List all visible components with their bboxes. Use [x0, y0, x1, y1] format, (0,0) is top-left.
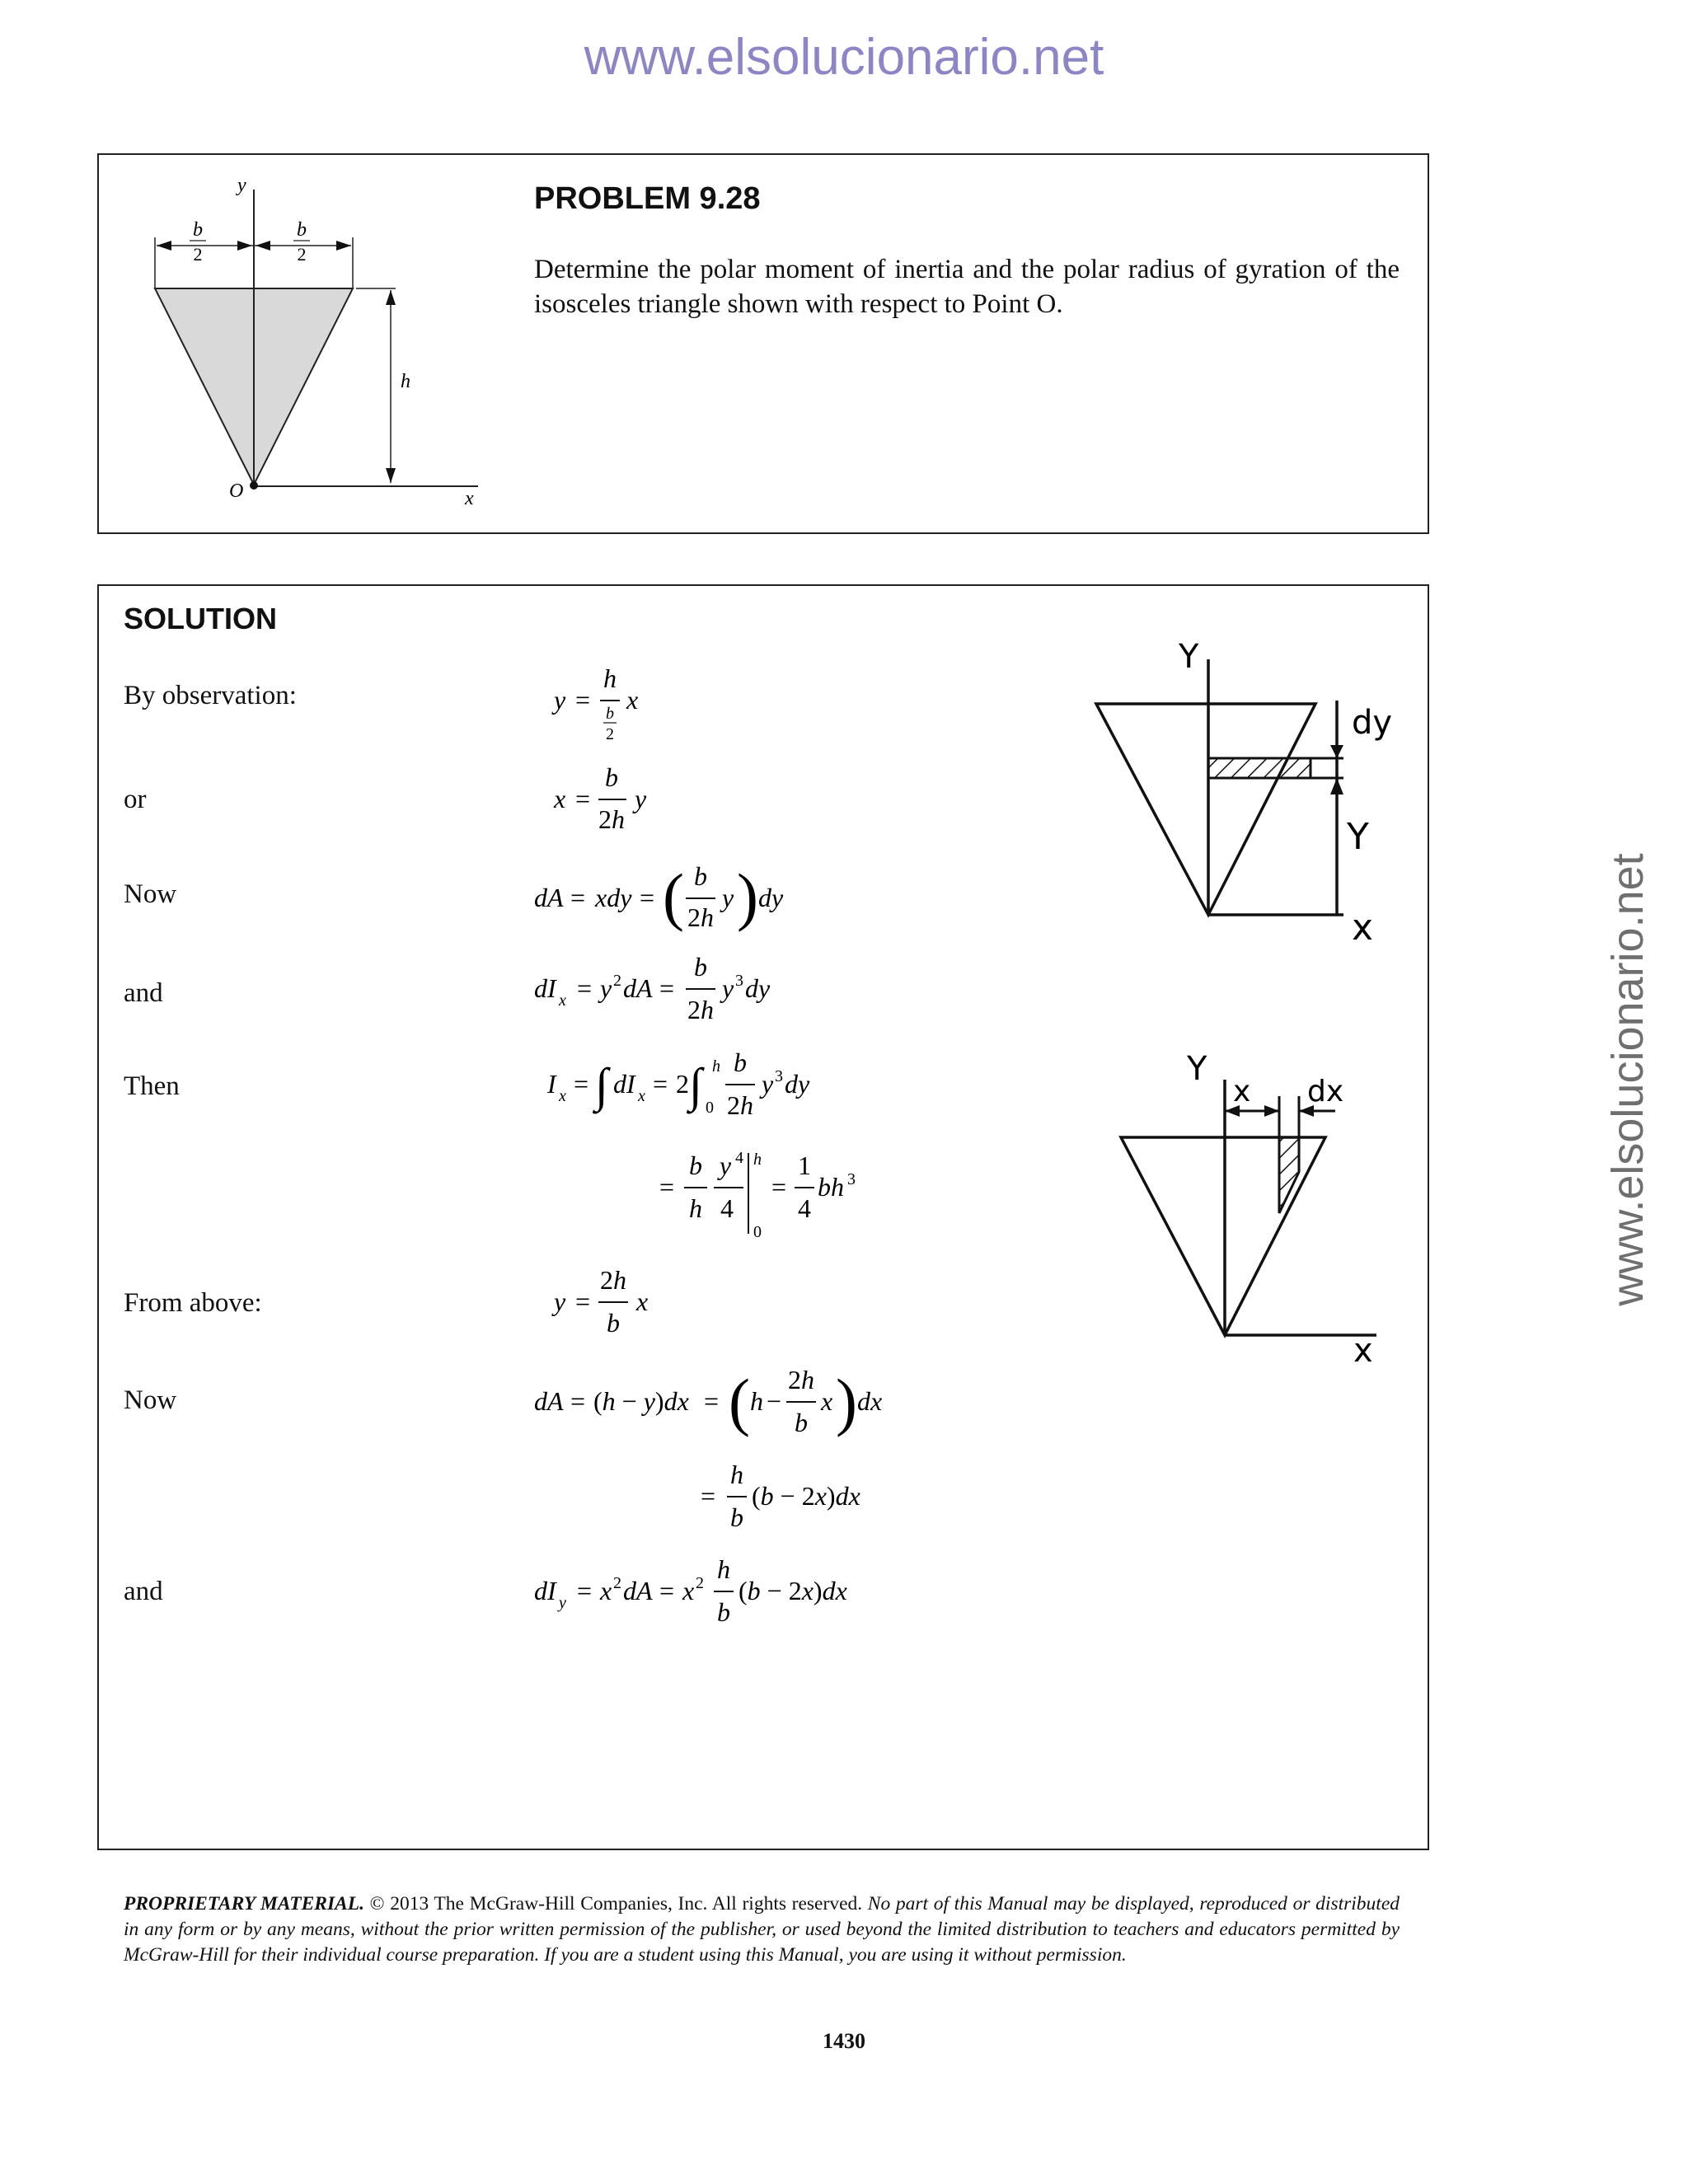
- svg-text:y: y: [762, 1069, 774, 1099]
- problem-title: PROBLEM 9.28: [534, 181, 761, 216]
- equation-2: [544, 766, 692, 841]
- svg-text:h: h: [712, 1057, 720, 1076]
- svg-text:=: =: [640, 883, 655, 912]
- svg-text:dI: dI: [534, 973, 556, 1003]
- svg-text:b: b: [734, 1047, 747, 1077]
- sketch2-label-dx: dx: [1307, 1075, 1344, 1108]
- svg-text:xdy: xdy: [595, 883, 632, 912]
- label-or: or: [124, 785, 147, 814]
- fig-label-origin: O: [229, 480, 244, 502]
- svg-text:h: h: [753, 1151, 762, 1169]
- svg-text:x: x: [682, 1576, 695, 1605]
- strip-dy: [1208, 758, 1311, 778]
- fig-label-2-right: 2: [297, 244, 307, 265]
- svg-text:y: y: [719, 1151, 732, 1180]
- fig-label-b-right: b: [297, 219, 307, 241]
- svg-text:h: h: [689, 1193, 702, 1223]
- svg-text:y: y: [635, 784, 647, 813]
- footer-bold-lead: PROPRIETARY MATERIAL.: [124, 1893, 365, 1915]
- svg-text:x: x: [636, 1286, 649, 1316]
- svg-text:3: 3: [775, 1067, 783, 1085]
- equation-10: [528, 1554, 890, 1636]
- svg-text:y: y: [722, 973, 734, 1003]
- svg-text:b: b: [717, 1597, 730, 1627]
- fig-label-b-left: b: [193, 219, 203, 241]
- svg-text:x: x: [554, 784, 566, 813]
- svg-text:y: y: [722, 883, 734, 912]
- fig-label-x: x: [465, 488, 474, 509]
- equation-5: [544, 1047, 841, 1137]
- svg-text:dA: dA: [534, 883, 564, 912]
- svg-text:dI: dI: [613, 1069, 635, 1099]
- footer-normal: © 2013 The McGraw-Hill Companies, Inc. All rights reserved.: [364, 1893, 863, 1915]
- equation-3: [528, 857, 808, 940]
- sketch2-label-xaxis: x: [1353, 1332, 1373, 1368]
- problem-statement: Determine the polar moment of inertia and the polar radius of gyration of the isosceles triangle shown with respect to Point O.: [534, 255, 1400, 319]
- svg-text:2h: 2h: [600, 1269, 626, 1295]
- svg-text:(h − y)dx: (h − y)dx: [593, 1386, 689, 1416]
- footer-italic: No part of this Manual may be displayed, reproduced or distributed in any form or by any means, without the prior written permission of the publisher, or used beyond the limited distribution to teachers and educators permitted by McGraw-Hill for their individual course preparation. If you are a student using this Manual, you are using it without permission.: [124, 1893, 1400, 1966]
- svg-text:0: 0: [753, 1223, 762, 1241]
- svg-text:2h: 2h: [727, 1090, 753, 1120]
- svg-text:2h: 2h: [788, 1365, 814, 1394]
- svg-text:(: (: [729, 1366, 750, 1437]
- svg-text:b: b: [694, 956, 707, 982]
- svg-text:=: =: [659, 973, 675, 1003]
- svg-text:dy: dy: [758, 883, 784, 912]
- fig-label-2-left: 2: [193, 244, 203, 265]
- page-number: 1430: [823, 2029, 865, 2053]
- label-now-1: Now: [124, 879, 177, 909]
- svg-text:(b − 2x)dx: (b − 2x)dx: [738, 1576, 847, 1605]
- svg-text:h: h: [603, 663, 617, 693]
- svg-text:3: 3: [735, 972, 743, 990]
- svg-text:x: x: [638, 1087, 645, 1105]
- equation-7: [544, 1269, 692, 1343]
- svg-text:3: 3: [847, 1170, 856, 1188]
- sketch2-label-x: x: [1233, 1075, 1251, 1108]
- equation-1: [544, 659, 692, 750]
- svg-text:h: h: [717, 1554, 730, 1584]
- strip-dx: [1279, 1137, 1299, 1213]
- equation-4: [528, 956, 808, 1038]
- svg-text:2h: 2h: [598, 804, 625, 834]
- svg-text:4: 4: [720, 1193, 734, 1223]
- svg-text:=: =: [574, 1069, 589, 1099]
- svg-text:): ): [737, 860, 758, 932]
- label-and-1: and: [124, 978, 163, 1008]
- svg-text:dA: dA: [623, 1576, 653, 1605]
- svg-text:b: b: [607, 1308, 620, 1338]
- label-now-2: Now: [124, 1385, 177, 1415]
- svg-text:I: I: [547, 1069, 556, 1099]
- svg-text:∫: ∫: [689, 1058, 702, 1112]
- svg-text:y: y: [559, 1594, 566, 1612]
- svg-text:x: x: [821, 1386, 833, 1416]
- svg-text:=: =: [771, 1172, 787, 1202]
- svg-text:2: 2: [613, 972, 621, 990]
- sketch-horizontal-strip: [1071, 643, 1418, 956]
- svg-text:4: 4: [735, 1149, 743, 1167]
- svg-text:0: 0: [706, 1099, 714, 1117]
- svg-text:b: b: [694, 861, 707, 891]
- copyright-footer: [124, 1891, 1400, 1968]
- svg-text:=: =: [704, 1386, 720, 1416]
- svg-text:=: =: [570, 883, 586, 912]
- svg-text:2: 2: [696, 1574, 704, 1592]
- svg-text:2: 2: [613, 1574, 621, 1592]
- sketch1-label-dy: dy: [1352, 704, 1393, 742]
- sketch1-label-x: x: [1352, 907, 1374, 949]
- svg-text:=: =: [570, 1386, 586, 1416]
- svg-text:=: =: [575, 1286, 591, 1316]
- label-from-above: From above:: [124, 1288, 262, 1318]
- svg-text:=: =: [575, 784, 591, 813]
- fig-label-h: h: [401, 371, 410, 392]
- svg-text:y: y: [600, 973, 612, 1003]
- svg-text:−: −: [767, 1386, 782, 1416]
- svg-text:4: 4: [798, 1193, 811, 1223]
- fig-label-y: y: [237, 175, 246, 196]
- origin-point: [250, 481, 258, 490]
- solution-title: SOLUTION: [124, 602, 277, 635]
- svg-text:bh: bh: [818, 1172, 844, 1202]
- svg-text:=: =: [659, 1576, 675, 1605]
- svg-text:x: x: [559, 1087, 566, 1105]
- svg-text:=: =: [653, 1069, 668, 1099]
- svg-text:b: b: [730, 1502, 743, 1532]
- svg-text:=: =: [575, 685, 591, 715]
- sketch1-label-Y: Y: [1347, 816, 1369, 858]
- svg-text:(: (: [663, 860, 684, 932]
- svg-text:=: =: [577, 973, 593, 1003]
- svg-text:h: h: [730, 1460, 743, 1489]
- svg-text:=: =: [577, 1576, 593, 1605]
- watermark-top: www.elsolucionario.net: [584, 29, 1104, 86]
- label-by-observation: By observation:: [124, 681, 297, 710]
- svg-text:2: 2: [606, 725, 614, 743]
- svg-text:2h: 2h: [687, 902, 714, 932]
- svg-text:y: y: [554, 685, 566, 715]
- svg-text:dA: dA: [623, 973, 653, 1003]
- label-then: Then: [124, 1071, 180, 1101]
- problem-figure: [124, 165, 503, 519]
- sketch-vertical-strip: [1096, 1047, 1426, 1368]
- svg-text:x: x: [626, 685, 639, 715]
- svg-text:=: =: [659, 1172, 675, 1202]
- svg-text:b: b: [795, 1408, 808, 1437]
- equation-9: [692, 1459, 890, 1541]
- svg-text:b: b: [689, 1151, 702, 1180]
- svg-text:b: b: [606, 705, 614, 723]
- svg-text:∫: ∫: [595, 1058, 608, 1112]
- svg-text:x: x: [600, 1576, 612, 1605]
- svg-text:y: y: [554, 1286, 566, 1316]
- svg-text:1: 1: [798, 1151, 811, 1180]
- sketch1-label-y: Y: [1179, 643, 1199, 676]
- svg-text:x: x: [559, 991, 566, 1010]
- svg-text:b: b: [605, 766, 618, 792]
- equation-8: [528, 1364, 907, 1446]
- svg-text:dx: dx: [857, 1386, 883, 1416]
- label-and-2: and: [124, 1577, 163, 1606]
- svg-text:dy: dy: [745, 973, 771, 1003]
- svg-text:dy: dy: [785, 1069, 810, 1099]
- svg-text:dI: dI: [534, 1576, 556, 1605]
- svg-text:2: 2: [676, 1069, 689, 1099]
- equation-6: [651, 1141, 865, 1249]
- svg-text:2h: 2h: [687, 995, 714, 1024]
- svg-text:h: h: [750, 1386, 763, 1416]
- sketch2-label-y: Y: [1187, 1050, 1207, 1088]
- svg-text:dA: dA: [534, 1386, 564, 1416]
- svg-text:): ): [836, 1366, 857, 1437]
- svg-text:(b − 2x)dx: (b − 2x)dx: [752, 1481, 860, 1511]
- svg-text:=: =: [701, 1481, 716, 1511]
- watermark-side-text: www.elsolucionario.net: [1603, 853, 1653, 1306]
